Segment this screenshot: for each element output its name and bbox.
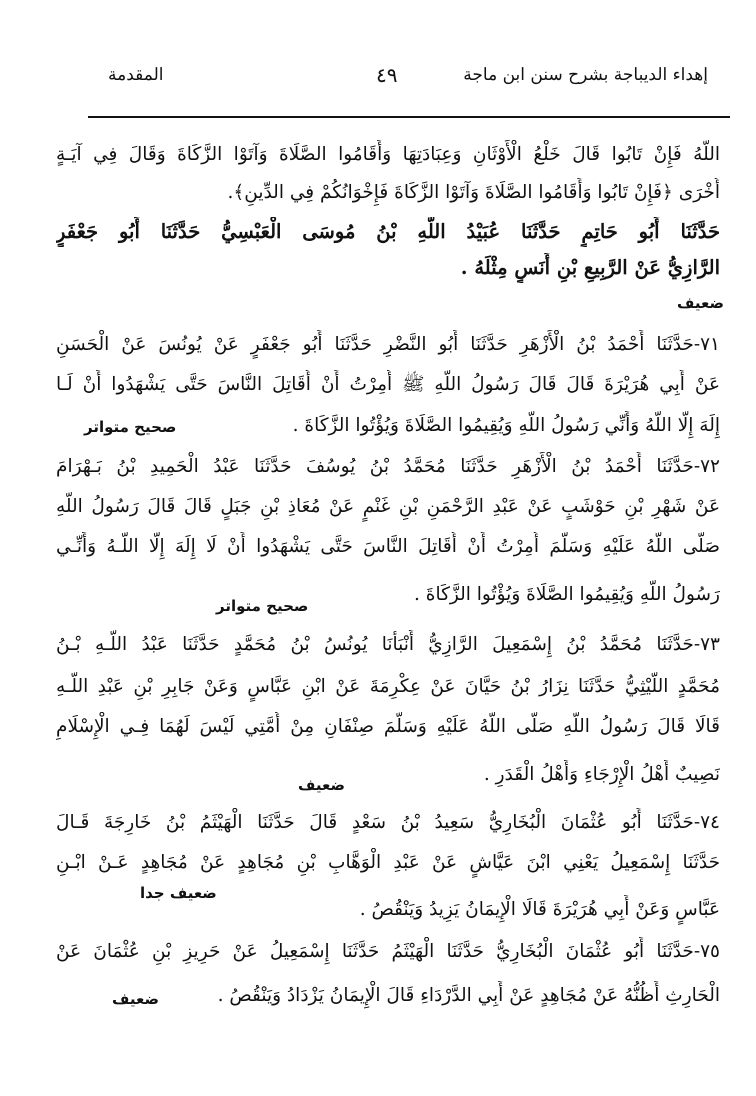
hadith-line: ٧٣-حَدَّثَنَا مُحَمَّدُ بْنُ إِسْمَعِيلَ الرَّازِيُّ أَنْبَأَنَا يُونُسُ بْنُ مُحَمَّدٍ حَدَّثَنَا عَبْدُ اللَّـهِ بْـنُ: [56, 634, 720, 655]
grade-label: صحيح متواتر: [84, 418, 177, 436]
grade-label: ضعيف جدا: [140, 884, 217, 902]
hadith-line: ٧٥-حَدَّثَنَا أَبُو عُثْمَانَ الْبُخَارِيُّ حَدَّثَنَا الْهَيْثَمُ حَدَّثَنَا إِسْمَعِيلُ عَنْ حَرِيزِ بْنِ عُثْمَانَ عَنْ: [56, 941, 720, 962]
running-title: إهداء الديباجة بشرح سنن ابن ماجة: [463, 65, 708, 85]
hadith-line: عَنْ شَهْرِ بْنِ حَوْشَبٍ عَنْ عَبْدِ الرَّحْمَنِ بْنِ غَنْمٍ عَنْ مُعَاذِ بْنِ جَبَلٍ قَالَ قَالَ رَسُولُ اللَّهِ: [56, 496, 720, 517]
page-number: ٤٩: [376, 63, 398, 87]
text-line: اللَّهُ فَإِنْ تَابُوا قَالَ خَلْعُ الْأَوْثَانِ وَعِبَادَتِهَا وَأَقَامُوا الصَّلَاةَ وَآتَوْا الزَّكَاةَ وَقَالَ فِي آيَـةٍ: [56, 144, 720, 165]
text-line: أُخْرَى ﴿فَإِنْ تَابُوا وَأَقَامُوا الصَّلَاةَ وَآتَوْا الزَّكَاةَ فَإِخْوَانُكُمْ فِي الدِّينِ﴾.: [227, 182, 720, 203]
section-name: المقدمة: [108, 65, 164, 85]
hadith-line: قَالَا قَالَ رَسُولُ اللَّهِ صَلَّى اللَّهُ عَلَيْهِ وَسَلَّمَ صِنْفَانِ مِنْ أُمَّتِي لَيْسَ لَهُمَا فِـي الْإِسْلَامِ: [56, 716, 720, 737]
hadith-line: نَصِيبٌ أَهْلُ الْإِرْجَاءِ وَأَهْلُ الْقَدَرِ .: [483, 764, 720, 785]
hadith-line: الْحَارِثِ أَظُنُّهُ عَنْ مُجَاهِدٍ عَنْ أَبِي الدَّرْدَاءِ قَالَ الْإِيمَانُ يَزْدَادُ وَيَنْقُصُ .: [217, 985, 720, 1006]
grade-label: ضعيف: [677, 294, 724, 312]
hadith-line: عَنْ أَبِي هُرَيْرَةَ قَالَ قَالَ رَسُولُ اللَّهِ ﷺ أُمِرْتُ أَنْ أُقَاتِلَ النَّاسَ حَتَّى يَشْهَدُوا أَنْ لَـا: [56, 374, 720, 395]
hadith-line: إِلَهَ إِلَّا اللَّهُ وَأَنِّي رَسُولُ اللَّهِ وَيُقِيمُوا الصَّلَاةَ وَيُؤْتُوا الزَّكَاةَ .: [292, 415, 720, 436]
hadith-line: مُحَمَّدٍ اللَّيْثِيُّ حَدَّثَنَا نِزَارُ بْنُ حَيَّانَ عَنْ عِكْرِمَةَ عَنْ ابْنِ عَبَّاسٍ وَعَنْ جَابِرِ بْنِ عَبْدِ اللَّـهِ: [56, 676, 720, 697]
grade-label: ضعيف: [112, 990, 159, 1008]
grade-label: ضعيف: [298, 776, 345, 794]
grade-label: صحيح متواتر: [216, 597, 309, 615]
hadith-line: الرَّازِيُّ عَنْ الرَّبِيعِ بْنِ أَنَسٍ مِثْلَهُ .: [460, 256, 720, 279]
header-rule: [88, 116, 730, 118]
hadith-line: ٧١-حَدَّثَنَا أَحْمَدُ بْنُ الْأَزْهَرِ حَدَّثَنَا أَبُو النَّضْرِ حَدَّثَنَا أَبُو جَعْفَرٍ عَنْ يُونُسَ عَنْ الْحَسَنِ: [56, 334, 720, 355]
hadith-line: حَدَّثَنَا إِسْمَعِيلُ يَعْنِي ابْنَ عَيَّاشٍ عَنْ عَبْدِ الْوَهَّابِ بْنِ مُجَاهِدٍ عَنْ مُجَاهِدٍ عَـنْ ابْـنِ: [56, 852, 720, 873]
hadith-line: رَسُولُ اللَّهِ وَيُقِيمُوا الصَّلَاةَ وَيُؤْتُوا الزَّكَاةَ .: [414, 584, 720, 605]
hadith-line: حَدَّثَنَا أَبُو حَاتِمٍ حَدَّثَنَا عُبَيْدُ اللَّهِ بْنُ مُوسَى الْعَبْسِيُّ حَدَّثَنَا أَبُو جَعْفَرٍ: [56, 220, 720, 243]
hadith-line: صَلَّى اللَّهُ عَلَيْهِ وَسَلَّمَ أُمِرْتُ أَنْ أُقَاتِلَ النَّاسَ حَتَّى يَشْهَدُوا أَنْ لَا إِلَهَ إِلَّا اللَّـهُ وَأَنِّـي: [56, 536, 720, 557]
hadith-line: عَبَّاسٍ وَعَنْ أَبِي هُرَيْرَةَ قَالَا الْإِيمَانُ يَزِيدُ وَيَنْقُصُ .: [360, 899, 720, 920]
hadith-line: ٧٢-حَدَّثَنَا أَحْمَدُ بْنُ الْأَزْهَرِ حَدَّثَنَا مُحَمَّدُ بْنُ يُوسُفَ حَدَّثَنَا عَبْدُ الْحَمِيدِ بْنُ بَـهْرَامَ: [56, 456, 720, 477]
hadith-line: ٧٤-حَدَّثَنَا أَبُو عُثْمَانَ الْبُخَارِيُّ سَعِيدُ بْنُ سَعْدٍ قَالَ حَدَّثَنَا الْهَيْثَمُ بْنُ خَارِجَةَ قَـالَ: [56, 812, 720, 833]
